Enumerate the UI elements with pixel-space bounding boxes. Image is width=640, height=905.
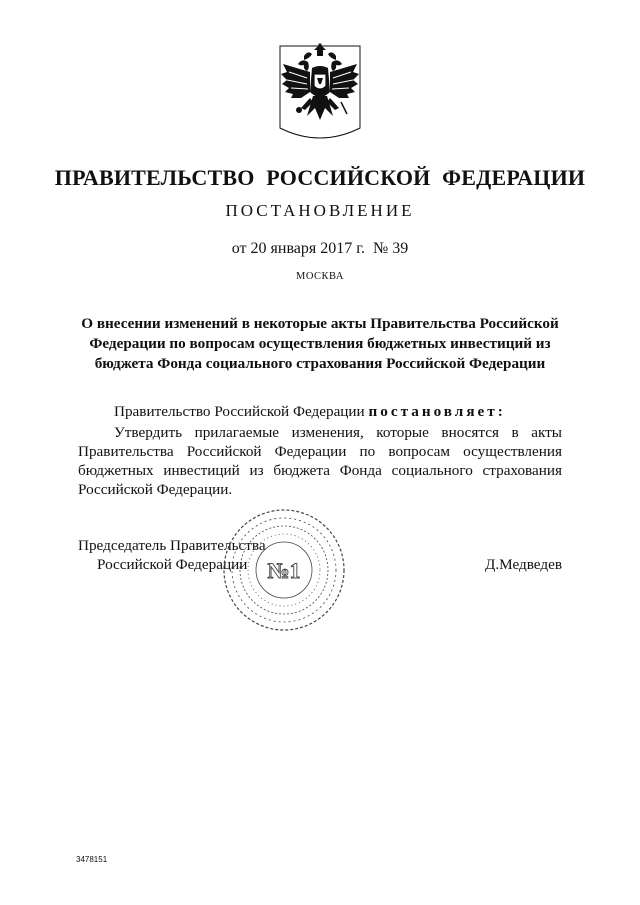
signer-title-line-2: Российской Федерации — [97, 556, 248, 573]
document-number: № 39 — [373, 240, 409, 257]
preamble-lead: Правительство Российской Федерации — [114, 403, 369, 420]
resolution-text: Утвердить прилагаемые изменения, которые вносятся в акты Правительства Российской Федерации по вопросам осуществления бюджетных инвестиций из бюджета Фонда социального страхования Российской Федерации. — [78, 424, 562, 498]
document-city: МОСКВА — [296, 271, 344, 282]
document-code: 3478151 — [76, 855, 108, 864]
document-subject — [0, 314, 640, 374]
document-type: ПОСТАНОВЛЕНИЕ — [225, 201, 415, 220]
seal-number: №1 — [267, 558, 301, 583]
government-title: ПРАВИТЕЛЬСТВО РОССИЙСКОЙ ФЕДЕРАЦИИ — [54, 165, 586, 190]
official-seal-icon — [222, 508, 346, 632]
subject-line-3: бюджета Фонда социального страхования Российской Федерации — [94, 355, 546, 372]
signer-title-line-1: Председатель Правительства — [78, 537, 266, 554]
document-date: от 20 января 2017 г. — [231, 240, 365, 257]
subject-line-1: О внесении изменений в некоторые акты Правительства Российской — [81, 315, 559, 332]
signer-name: Д.Медведев — [485, 556, 562, 573]
subject-line-2: Федерации по вопросам осуществления бюджетных инвестиций из — [89, 335, 551, 352]
preamble-emphasis: постановляет: — [368, 403, 506, 420]
coat-of-arms-icon — [277, 42, 363, 144]
preamble — [78, 402, 562, 421]
document-date-line — [0, 240, 640, 258]
